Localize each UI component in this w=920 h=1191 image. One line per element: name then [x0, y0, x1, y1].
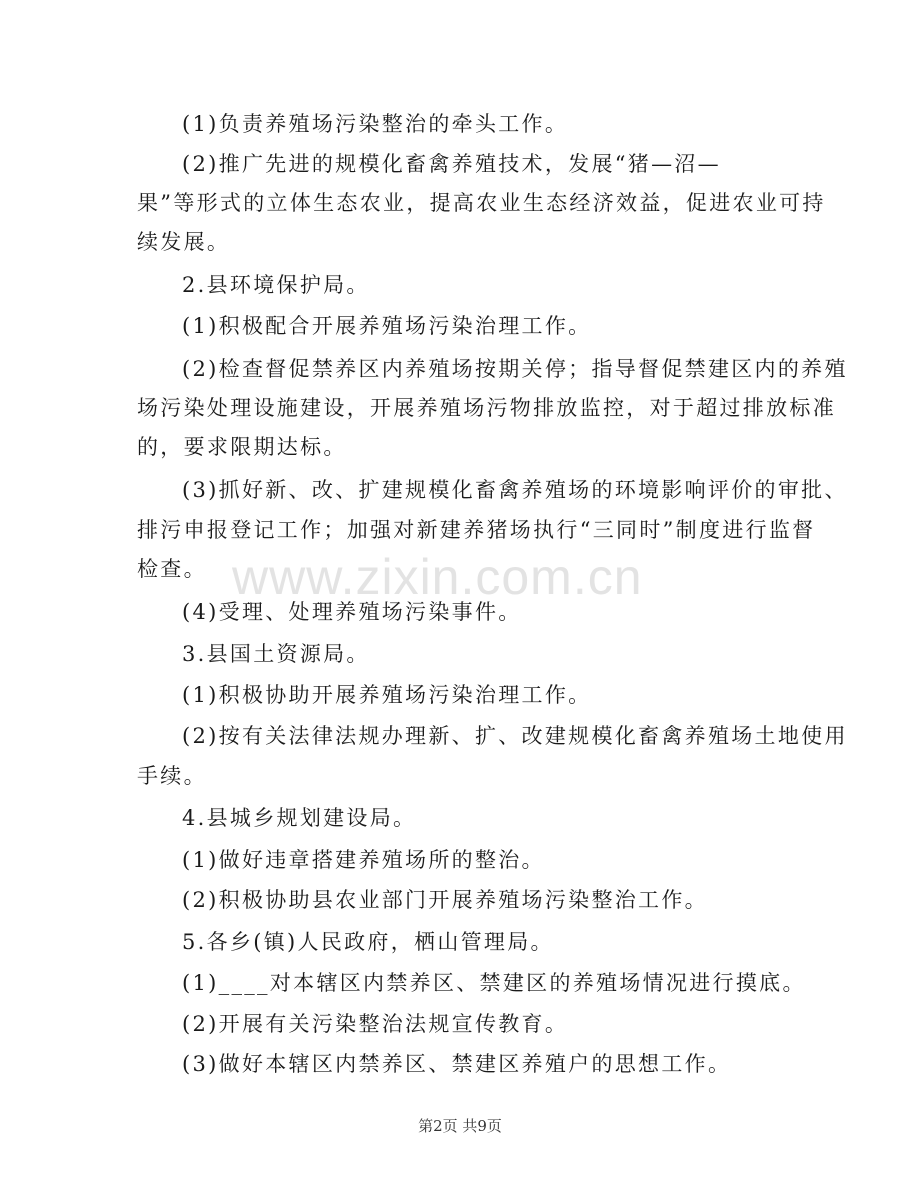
paragraph-line: 续发展。: [137, 230, 231, 254]
section-heading: 5.各乡(镇)人民政府，栖山管理局。: [182, 930, 554, 954]
paragraph-line: 果”等形式的立体生态农业，提高农业生态经济效益，促进农业可持: [137, 191, 826, 215]
paragraph-line: (4)受理、处理养殖场污染事件。: [182, 600, 522, 624]
page-number-footer: 第2页 共9页: [418, 1117, 502, 1135]
paragraph-line: (2)按有关法律法规办理新、扩、改建规模化畜禽养殖场土地使用: [182, 724, 848, 748]
paragraph-line: (2)开展有关污染整治法规宣传教育。: [182, 1012, 569, 1036]
paragraph-line: 场污染处理设施建设，开展养殖场污物排放监控，对于超过排放标准: [137, 396, 836, 420]
paragraph-line: (1)负责养殖场污染整治的牵头工作。: [182, 112, 569, 136]
paragraph-line: (1)积极协助开展养殖场污染治理工作。: [182, 683, 592, 707]
paragraph-line: (3)做好本辖区内禁养区、禁建区养殖户的思想工作。: [182, 1052, 732, 1076]
paragraph-line: 排污申报登记工作；加强对新建养猪场执行“三同时”制度进行监督: [137, 518, 816, 542]
paragraph-line: (1)____对本辖区内禁养区、禁建区的养殖场情况进行摸底。: [182, 971, 806, 995]
watermark: www.zixin.com.cn: [232, 549, 643, 605]
section-heading: 4.县城乡规划建设局。: [182, 806, 417, 830]
paragraph-line: (1)做好违章搭建养殖场所的整治。: [182, 848, 545, 872]
paragraph-line: (1)积极配合开展养殖场污染治理工作。: [182, 314, 592, 338]
paragraph-line: (2)推广先进的规模化畜禽养殖技术，发展“猪—沼—: [182, 152, 721, 176]
section-heading: 2.县环境保护局。: [182, 273, 370, 297]
paragraph-line: 的，要求限期达标。: [137, 435, 347, 459]
paragraph-line: (2)检查督促禁养区内养殖场按期关停；指导督促禁建区内的养殖: [182, 357, 848, 381]
paragraph-line: (2)积极协助县农业部门开展养殖场污染整治工作。: [182, 888, 708, 912]
section-heading: 3.县国土资源局。: [182, 642, 370, 666]
paragraph-line: (3)抓好新、改、扩建规模化畜禽养殖场的环境影响评价的审批、: [182, 478, 848, 502]
paragraph-line: 检查。: [137, 557, 207, 581]
paragraph-line: 手续。: [137, 764, 207, 788]
